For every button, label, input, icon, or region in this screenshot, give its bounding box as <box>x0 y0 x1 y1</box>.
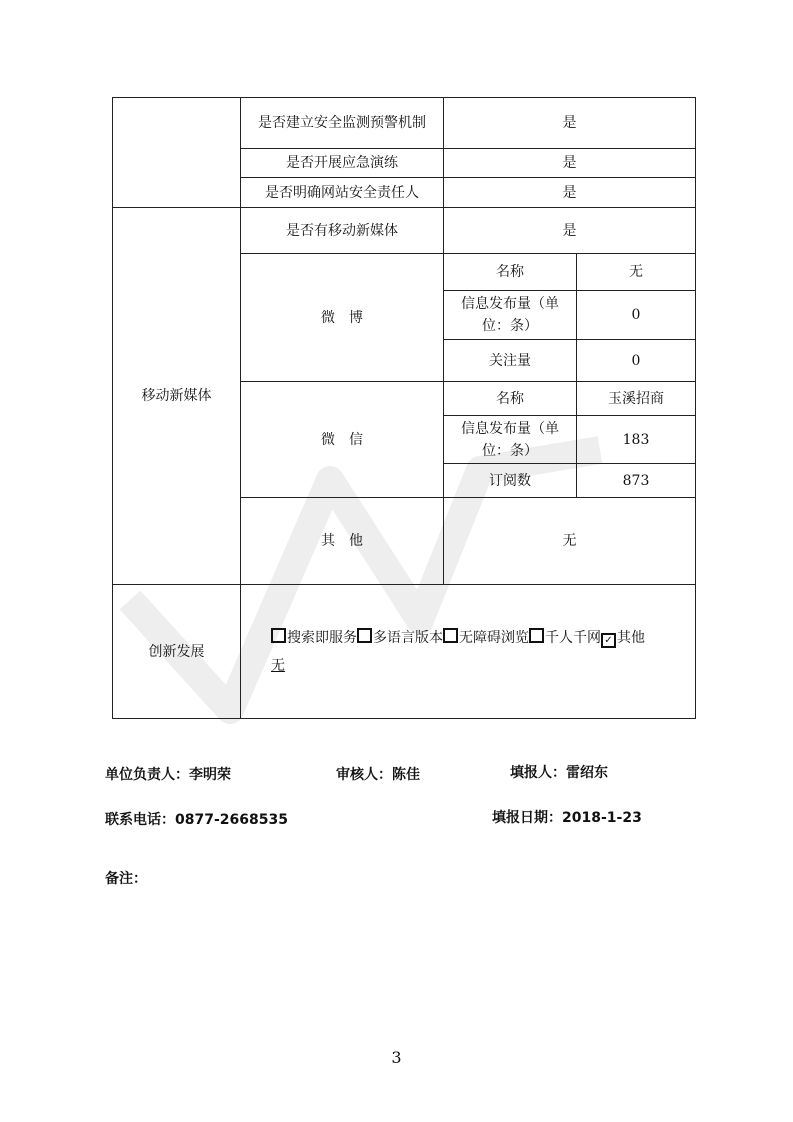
row-value: 是 <box>444 178 696 208</box>
unit-head: 单位负责人：李明荣 <box>105 767 231 783</box>
checkbox-label: 其他 <box>617 629 645 646</box>
other-text: 无 <box>271 657 285 674</box>
row-label: 是否开展应急演练 <box>241 149 444 178</box>
sub-key: 关注量 <box>444 340 577 382</box>
note-label: 备注： <box>105 871 147 887</box>
phone: 联系电话：0877-2668535 <box>105 812 288 828</box>
wechat-label: 微 信 <box>241 382 444 498</box>
section-label: 移动新媒体 <box>113 208 241 585</box>
row-value: 是 <box>444 149 696 178</box>
sub-key: 订阅数 <box>444 464 577 498</box>
row-label: 是否建立安全监测预警机制 <box>241 98 444 149</box>
empty-cell <box>113 98 241 208</box>
report-table <box>112 97 696 719</box>
checkbox-label: 搜索即服务 <box>287 629 357 646</box>
other-value: 无 <box>444 498 696 585</box>
sub-value: 无 <box>577 254 696 291</box>
row-label: 是否有移动新媒体 <box>241 208 444 254</box>
checkbox-label: 千人千网 <box>545 629 601 646</box>
sub-value: 0 <box>577 291 696 340</box>
sub-value: 玉溪招商 <box>577 382 696 416</box>
sub-key: 信息发布量（单位：条） <box>444 291 577 340</box>
weibo-label: 微 博 <box>241 254 444 382</box>
row-value: 是 <box>444 208 696 254</box>
fill-date: 填报日期：2018-1-23 <box>492 810 642 826</box>
checkbox[interactable] <box>529 628 544 643</box>
other-label: 其 他 <box>241 498 444 585</box>
filler: 填报人：雷绍东 <box>510 765 608 781</box>
checkbox-label: 无障碍浏览 <box>459 629 529 646</box>
row-label: 是否明确网站安全责任人 <box>241 178 444 208</box>
sub-key: 名称 <box>444 382 577 416</box>
innovation-label: 创新发展 <box>113 585 241 719</box>
checkbox[interactable] <box>443 628 458 643</box>
sub-value: 183 <box>577 416 696 464</box>
checkbox[interactable] <box>271 628 286 643</box>
innovation-options <box>241 585 696 719</box>
sub-key: 信息发布量（单位：条） <box>444 416 577 464</box>
sub-key: 名称 <box>444 254 577 291</box>
row-value: 是 <box>444 98 696 149</box>
checkbox-label: 多语言版本 <box>373 629 443 646</box>
page-number: 3 <box>391 1048 402 1067</box>
sub-value: 0 <box>577 340 696 382</box>
reviewer: 审核人：陈佳 <box>336 767 420 783</box>
checkbox[interactable] <box>357 628 372 643</box>
checkbox[interactable]: ✓ <box>601 633 616 648</box>
sub-value: 873 <box>577 464 696 498</box>
